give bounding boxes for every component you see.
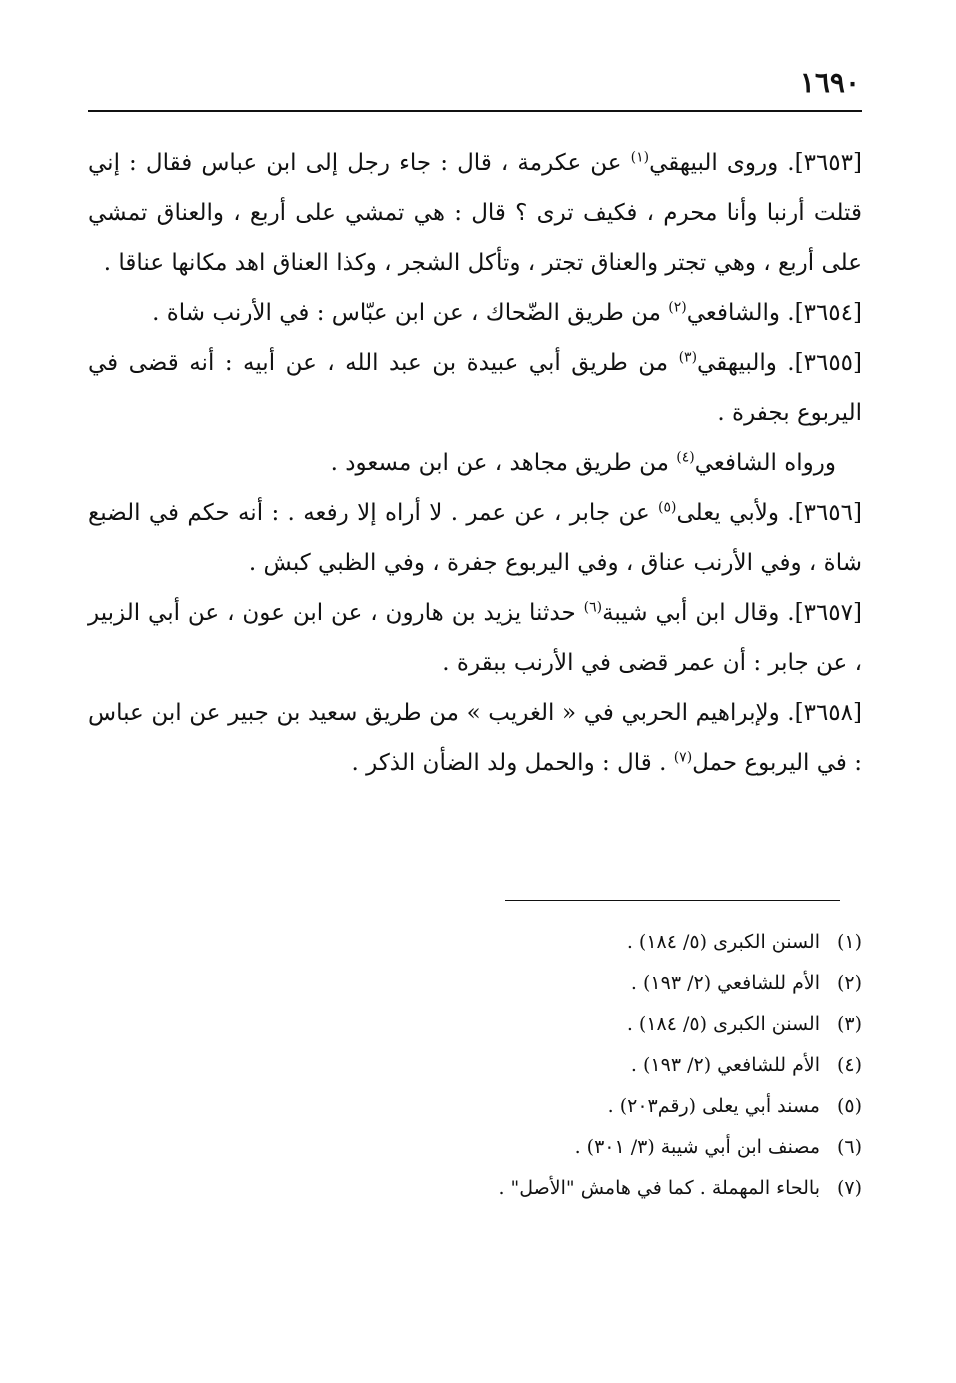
paragraph-text: . قال : والحمل ولد الضأن الذكر . <box>351 750 674 776</box>
paragraph-text: عن عكرمة ، قال : جاء رجل إلى ابن عباس فقال : إني قتلت أرنبا وأنا محرم ، فكيف ترى ؟ قال : هي تمشي على أربع ، والعناق تمشي على أربع ، وهي تجتر والعناق تجتر ، وتأكل الشجر ، وكذا العناق اهد مكانها عناقا . <box>88 150 862 276</box>
paragraph-text: من طريق الضّحاك ، عن ابن عبّاس : في الأرنب شاة . <box>152 300 669 326</box>
paragraph <box>88 288 862 338</box>
footnote-reference[interactable]: (٤) <box>676 449 695 466</box>
paragraph-text: ورواه الشافعي <box>694 450 836 476</box>
footnote-reference[interactable]: (٦) <box>583 599 603 616</box>
paragraph <box>88 488 862 588</box>
paragraph-text: [٣٦٥٤]. والشافعي <box>686 300 862 326</box>
paragraph-text: من طريق مجاهد ، عن ابن مسعود . <box>330 450 677 476</box>
footnote-rule <box>505 900 840 901</box>
footnote-text: السنن الكبرى (٥/ ١٨٤) . <box>626 1013 820 1035</box>
paragraph <box>88 338 862 438</box>
paragraph <box>88 138 862 288</box>
footnote-number: (٧) <box>836 1177 862 1199</box>
footnote-reference[interactable]: (١) <box>630 149 650 166</box>
footnote-number: (١) <box>836 931 862 953</box>
header-rule <box>88 110 862 112</box>
paragraph-text: [٣٦٥٦]. ولأبي يعلى <box>676 500 862 526</box>
page-number: ١٦٩٠ <box>799 66 860 99</box>
main-text <box>88 138 862 788</box>
footnote <box>88 1086 862 1127</box>
paragraph <box>88 588 862 688</box>
footnote <box>88 1127 862 1168</box>
footnote-text: بالحاء المهملة . كما في هامش "الأصل" . <box>498 1177 820 1199</box>
footnote <box>88 922 862 963</box>
footnotes <box>88 922 862 1209</box>
footnote-text: مسند أبي يعلى (رقم٢٠٣) . <box>607 1095 820 1117</box>
paragraph-text: [٣٦٥٧]. وقال ابن أبي شيبة <box>602 600 862 626</box>
footnote <box>88 1045 862 1086</box>
footnote-number: (٢) <box>836 972 862 994</box>
paragraph-text: [٣٦٥٨]. ولإبراهيم الحربي في « الغريب » من طريق سعيد بن جبير عن ابن عباس : في اليربوع حمل <box>88 700 862 776</box>
footnote-text: السنن الكبرى (٥/ ١٨٤) . <box>626 931 820 953</box>
paragraph-text: عن جابر ، عن عمر . لا أراه إلا رفعه . : أنه حكم في الضبع شاة ، وفي الأرنب عناق ، وفي اليربوع جفرة ، وفي الظبي كبش . <box>88 500 862 576</box>
footnote-text: مصنف ابن أبي شيبة (٣/ ٣٠١) . <box>574 1136 820 1158</box>
paragraph-text: حدثنا يزيد بن هارون ، عن ابن عون ، عن أبي الزبير ، عن جابر : أن عمر قضى في الأرنب ببقرة . <box>88 600 862 676</box>
footnote-number: (٣) <box>836 1013 862 1035</box>
footnote <box>88 1004 862 1045</box>
footnote-text: الأم للشافعي (٢/ ١٩٣) . <box>630 1054 820 1076</box>
footnote-number: (٦) <box>836 1136 862 1158</box>
paragraph <box>88 688 862 788</box>
paragraph <box>88 438 862 488</box>
footnote-reference[interactable]: (٥) <box>658 499 677 516</box>
paragraph-text: [٣٦٥٥]. والبيهقي <box>697 350 863 376</box>
paragraph-text: [٣٦٥٣]. وروى البيهقي <box>649 150 862 176</box>
footnote-reference[interactable]: (٧) <box>673 749 693 766</box>
footnote-number: (٥) <box>836 1095 862 1117</box>
paragraph-text: من طريق أبي عبيدة بن عبد الله ، عن أبيه : أنه قضى في اليربوع بجفرة . <box>88 350 862 426</box>
footnote-reference[interactable]: (٢) <box>668 299 687 316</box>
footnote <box>88 1168 862 1209</box>
footnote-text: الأم للشافعي (٢/ ١٩٣) . <box>630 972 820 994</box>
footnote <box>88 963 862 1004</box>
footnote-reference[interactable]: (٣) <box>678 349 698 366</box>
footnote-number: (٤) <box>836 1054 862 1076</box>
